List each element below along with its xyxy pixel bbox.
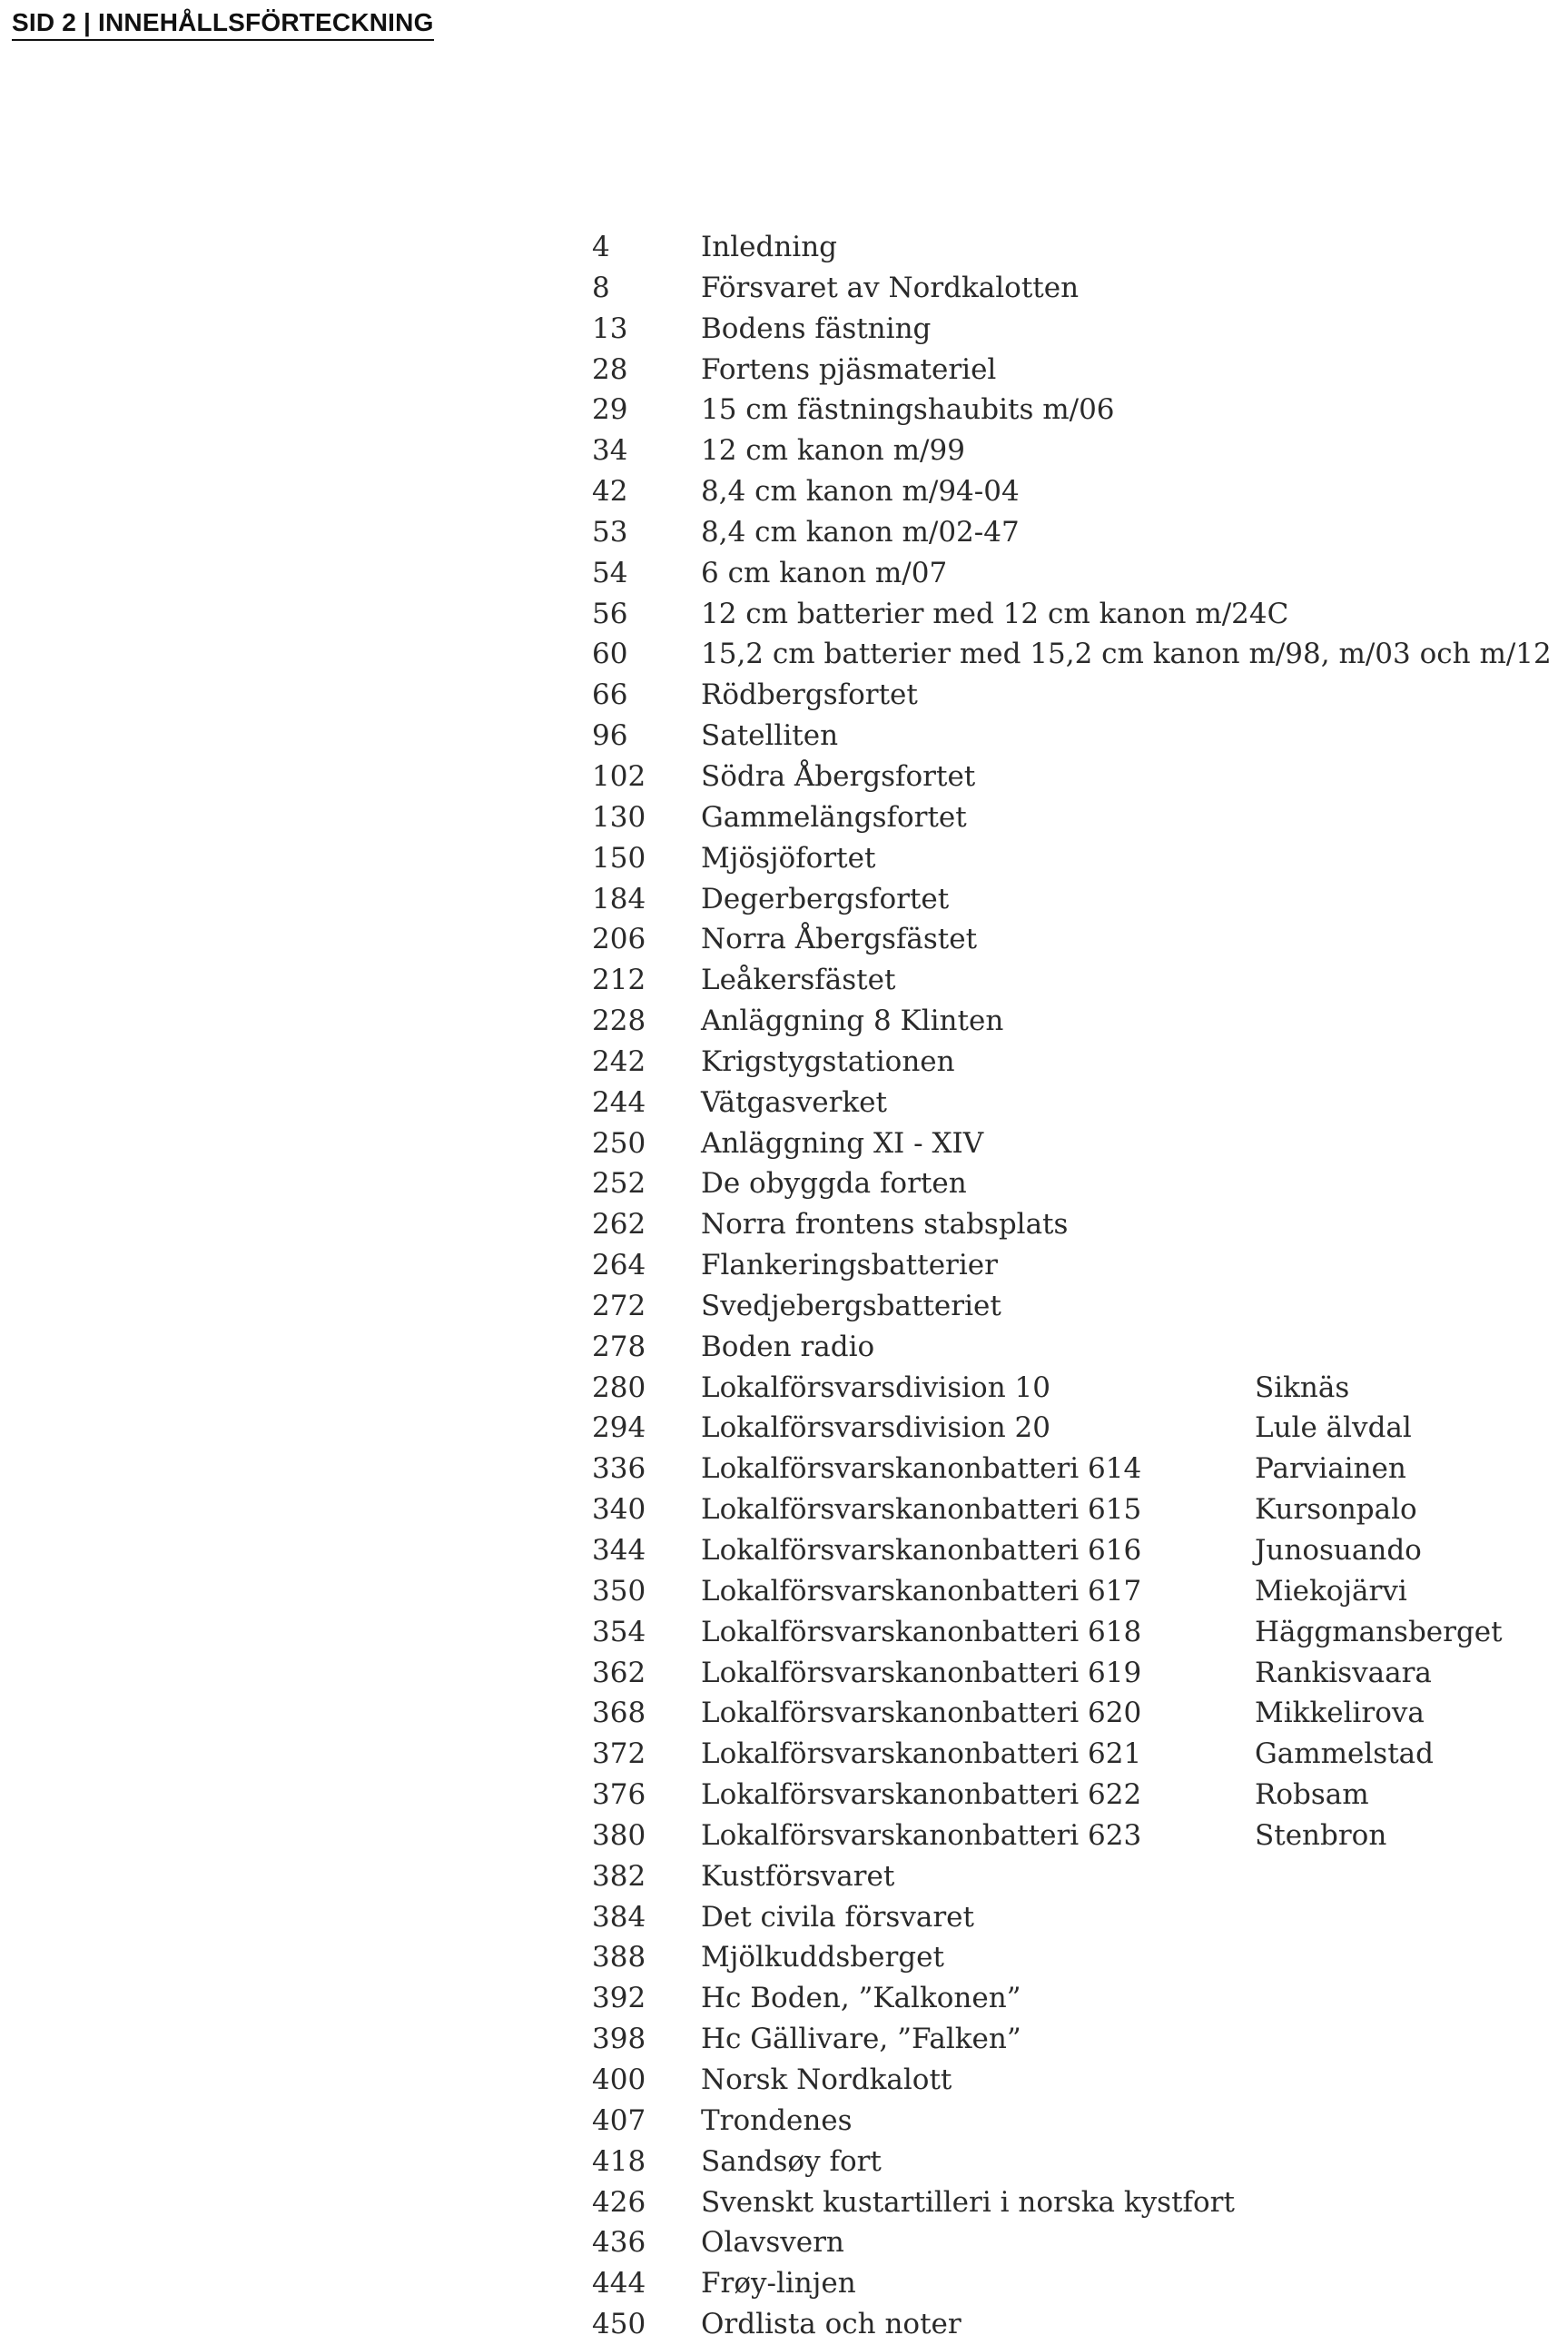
toc-title: Det civila försvaret [701, 1900, 974, 1934]
toc-title: Lokalförsvarskanonbatteri 620 [701, 1697, 1142, 1730]
toc-title: Inledning [701, 231, 838, 263]
toc-page-number: 340 [592, 1493, 646, 1527]
toc-page-number: 418 [592, 2144, 646, 2178]
page-header: SID 2 | INNEHÅLLSFÖRTECKNING [12, 7, 434, 41]
toc-title: Krigstygstationen [701, 1044, 955, 1078]
toc-title: Lokalförsvarskanonbatteri 623 [701, 1818, 1142, 1852]
toc-title: Svenskt kustartilleri i norska kystfort [701, 2185, 1235, 2219]
toc-title: Svedjebergsbatteriet [701, 1289, 1001, 1322]
toc-place: Kursonpalo [1255, 1493, 1417, 1527]
toc-entry [592, 1123, 1554, 1164]
toc-entry [592, 2304, 1554, 2345]
toc-entry [592, 797, 1554, 838]
toc-title: Anläggning XI - XIV [701, 1126, 984, 1160]
toc-page-number: 56 [592, 597, 628, 630]
toc-entry [592, 1937, 1554, 1978]
toc-entry [592, 1163, 1554, 1204]
toc-page-number: 184 [592, 882, 646, 915]
toc-page-number: 400 [592, 2063, 646, 2096]
toc-entry [592, 1489, 1554, 1530]
toc-page-number: 380 [592, 1818, 646, 1852]
toc-page-number: 262 [592, 1208, 646, 1242]
toc-page-number: 29 [592, 393, 628, 427]
toc-page-number: 53 [592, 515, 628, 549]
toc-title: Norra Åbergsfästet [701, 923, 978, 956]
toc-page-number: 42 [592, 475, 628, 509]
toc-entry [592, 309, 1554, 350]
toc-page-number: 278 [592, 1330, 646, 1363]
toc-place: Siknäs [1255, 1370, 1350, 1404]
toc-title: Försvaret av Nordkalotten [701, 271, 1080, 304]
toc-page-number: 368 [592, 1697, 646, 1730]
toc-entry [592, 350, 1554, 391]
toc-entry [592, 268, 1554, 309]
toc-title: 15,2 cm batterier med 15,2 cm kanon m/98, m/03 och m/12 [701, 638, 1552, 671]
toc-entry [592, 1897, 1554, 1938]
toc-title: Lokalförsvarsdivision 20 [701, 1411, 1050, 1445]
toc-title: 12 cm batterier med 12 cm kanon m/24C [701, 597, 1289, 630]
toc-page-number: 294 [592, 1411, 646, 1445]
toc-title: Bodens fästning [701, 312, 932, 345]
toc-place: Robsam [1255, 1778, 1369, 1812]
toc-page-number: 362 [592, 1656, 646, 1689]
table-of-contents [592, 227, 1554, 2345]
toc-entry [592, 2263, 1554, 2304]
toc-page-number: 350 [592, 1574, 646, 1608]
toc-entry [592, 390, 1554, 430]
toc-place: Mikkelirova [1255, 1697, 1425, 1730]
toc-entry [592, 1530, 1554, 1571]
toc-title: Södra Åbergsfortet [701, 759, 976, 793]
toc-title: Kustförsvaret [701, 1859, 895, 1893]
toc-title: Vätgasverket [701, 1085, 887, 1119]
toc-page-number: 60 [592, 638, 628, 671]
toc-entry [592, 1286, 1554, 1327]
toc-title: Degerbergsfortet [701, 882, 950, 915]
toc-title: De obyggda forten [701, 1167, 967, 1201]
toc-title: Lokalförsvarskanonbatteri 616 [701, 1534, 1142, 1567]
toc-title: Ordlista och noter [701, 2308, 962, 2341]
toc-page-number: 102 [592, 759, 646, 793]
toc-title: 12 cm kanon m/99 [701, 434, 965, 468]
toc-entry [592, 2101, 1554, 2142]
toc-page-number: 272 [592, 1289, 646, 1322]
toc-place: Gammelstad [1255, 1737, 1434, 1771]
toc-title: Mjösjöfortet [701, 841, 876, 875]
toc-entry [592, 1083, 1554, 1123]
toc-title: Mjölkuddsberget [701, 1941, 944, 1974]
toc-title: Lokalförsvarskanonbatteri 619 [701, 1656, 1142, 1689]
toc-entry [592, 512, 1554, 553]
toc-page-number: 66 [592, 678, 628, 712]
toc-entry [592, 1449, 1554, 1489]
toc-page-number: 398 [592, 2023, 646, 2056]
toc-entry [592, 1042, 1554, 1083]
toc-entry [592, 1734, 1554, 1775]
toc-entry [592, 2142, 1554, 2182]
toc-entry [592, 2060, 1554, 2101]
toc-entry [592, 1245, 1554, 1286]
toc-page-number: 372 [592, 1737, 646, 1771]
toc-title: 8,4 cm kanon m/94-04 [701, 475, 1020, 509]
toc-page-number: 376 [592, 1778, 646, 1812]
toc-page-number: 13 [592, 312, 628, 345]
toc-title: Lokalförsvarskanonbatteri 621 [701, 1737, 1142, 1771]
toc-title: Norra frontens stabsplats [701, 1208, 1069, 1242]
toc-entry [592, 1693, 1554, 1734]
toc-title: Hc Gällivare, ”Falken” [701, 2023, 1021, 2056]
toc-place: Stenbron [1255, 1818, 1387, 1852]
toc-entry [592, 1327, 1554, 1368]
toc-title: 8,4 cm kanon m/02-47 [701, 515, 1020, 549]
toc-title: Hc Boden, ”Kalkonen” [701, 1982, 1021, 2015]
toc-page-number: 354 [592, 1615, 646, 1648]
toc-page-number: 150 [592, 841, 646, 875]
toc-title: Lokalförsvarskanonbatteri 615 [701, 1493, 1142, 1527]
toc-title: Gammelängsfortet [701, 800, 967, 834]
toc-title: Olavsvern [701, 2226, 844, 2260]
toc-page-number: 344 [592, 1534, 646, 1567]
toc-entry [592, 1816, 1554, 1856]
toc-entry [592, 1571, 1554, 1612]
toc-page-number: 96 [592, 719, 628, 753]
toc-entry [592, 1978, 1554, 2019]
toc-title: 15 cm fästningshaubits m/06 [701, 393, 1115, 427]
toc-entry [592, 1368, 1554, 1409]
toc-page-number: 388 [592, 1941, 646, 1974]
toc-page-number: 28 [592, 352, 628, 386]
toc-entry [592, 2019, 1554, 2060]
toc-entry [592, 1775, 1554, 1816]
toc-page-number: 280 [592, 1370, 646, 1404]
toc-page-number: 450 [592, 2308, 646, 2341]
toc-title: Rödbergsfortet [701, 678, 918, 712]
toc-place: Rankisvaara [1255, 1656, 1432, 1689]
toc-page-number: 444 [592, 2267, 646, 2300]
toc-entry [592, 634, 1554, 675]
toc-page-number: 206 [592, 923, 646, 956]
toc-entry [592, 675, 1554, 716]
toc-place: Häggmansberget [1255, 1615, 1503, 1648]
toc-title: Leåkersfästet [701, 964, 896, 997]
toc-page-number: 252 [592, 1167, 646, 1201]
toc-title: Sandsøy fort [701, 2144, 882, 2178]
toc-entry [592, 960, 1554, 1001]
toc-entry [592, 1408, 1554, 1449]
toc-place: Junosuando [1255, 1534, 1422, 1567]
toc-entry [592, 430, 1554, 471]
toc-entry [592, 1612, 1554, 1653]
toc-page-number: 250 [592, 1126, 646, 1160]
toc-title: Trondenes [701, 2103, 853, 2137]
toc-page-number: 426 [592, 2185, 646, 2219]
toc-page-number: 407 [592, 2103, 646, 2137]
toc-title: Boden radio [701, 1330, 875, 1363]
toc-title: Flankeringsbatterier [701, 1249, 998, 1282]
toc-entry [592, 1653, 1554, 1694]
toc-entry [592, 2222, 1554, 2263]
toc-place: Miekojärvi [1255, 1574, 1407, 1608]
toc-entry [592, 716, 1554, 757]
toc-page-number: 34 [592, 434, 628, 468]
toc-entry [592, 1204, 1554, 1245]
toc-entry [592, 2182, 1554, 2223]
toc-title: Norsk Nordkalott [701, 2063, 952, 2096]
toc-page-number: 336 [592, 1452, 646, 1486]
toc-title: Lokalförsvarskanonbatteri 614 [701, 1452, 1142, 1486]
toc-entry [592, 757, 1554, 797]
toc-entry [592, 879, 1554, 920]
toc-page-number: 242 [592, 1044, 646, 1078]
toc-title: Lokalförsvarskanonbatteri 622 [701, 1778, 1142, 1812]
toc-page-number: 436 [592, 2226, 646, 2260]
toc-page-number: 54 [592, 556, 628, 589]
toc-page-number: 4 [592, 231, 610, 263]
toc-title: Lokalförsvarskanonbatteri 617 [701, 1574, 1142, 1608]
toc-page-number: 384 [592, 1900, 646, 1934]
toc-title: 6 cm kanon m/07 [701, 556, 948, 589]
toc-page-number: 228 [592, 1004, 646, 1038]
toc-place: Lule älvdal [1255, 1411, 1412, 1445]
toc-title: Satelliten [701, 719, 839, 753]
toc-page-number: 8 [592, 271, 610, 304]
toc-title: Frøy-linjen [701, 2267, 856, 2300]
toc-title: Anläggning 8 Klinten [701, 1004, 1004, 1038]
toc-entry [592, 227, 1554, 268]
toc-page-number: 212 [592, 964, 646, 997]
toc-title: Fortens pjäsmateriel [701, 352, 997, 386]
toc-page-number: 130 [592, 800, 646, 834]
toc-page-number: 264 [592, 1249, 646, 1282]
toc-entry [592, 1001, 1554, 1042]
toc-place: Parviainen [1255, 1452, 1406, 1486]
toc-page-number: 244 [592, 1085, 646, 1119]
toc-entry [592, 594, 1554, 635]
toc-page-number: 382 [592, 1859, 646, 1893]
toc-entry [592, 919, 1554, 960]
toc-entry [592, 471, 1554, 512]
toc-title: Lokalförsvarsdivision 10 [701, 1370, 1050, 1404]
toc-title: Lokalförsvarskanonbatteri 618 [701, 1615, 1142, 1648]
toc-entry [592, 838, 1554, 879]
toc-entry [592, 1856, 1554, 1897]
toc-entry [592, 553, 1554, 594]
toc-page-number: 392 [592, 1982, 646, 2015]
